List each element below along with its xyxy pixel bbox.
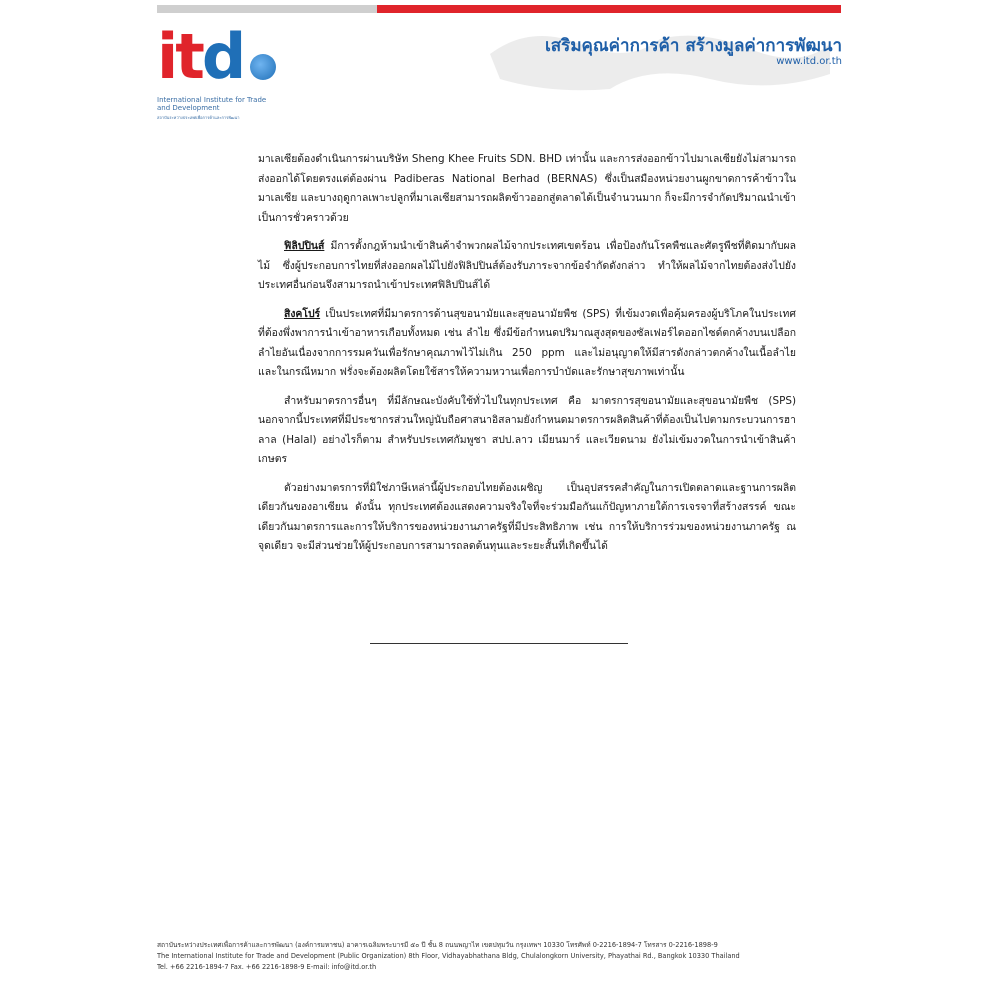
footer-address [157, 940, 841, 973]
header-url: www.itd.or.th [776, 56, 842, 67]
paragraph-malaysia: มาเลเซียต้องดำเนินการผ่านบริษัท Sheng Khee Fruits SDN. BHD เท่านั้น และการส่งออกข้าวไปมาเลเซียยังไม่สามารถส่งออกได้โดยตรงแต่ต้องผ่าน Padiberas National Berhad (BERNAS) ซึ่งเป็นสมืองหน่วยงานผูกขาดการค้าข้าวในมาเลเซีย และบางฤดูกาลเพาะปลูกที่มาเลเซียสามารถผลิตข้าวออกสู่ตลาดได้เป็นจำนวนมาก ก็จะมีการจำกัดปริมาณนำเข้าเป็นการชั่วคราวด้วย [258, 153, 796, 224]
country-heading-philippines: ฟิลิปปินส์ [284, 240, 325, 252]
paragraph-other-measures: สำหรับมาตรการอื่นๆ ที่มีลักษณะบังคับใช้ทั่วไปในทุกประเทศ คือ มาตรการสุขอนามัยและสุขอนามัยพืช (SPS) นอกจากนี้ประเทศที่มีประชากรส่วนใหญ่นับถือศาสนาอิสลามยังกำหนดมาตรการผลิตสินค้าที่ต้องเป็นไปตามกระบวนการฮาลาล (Halal) อย่างไรก็ตาม สำหรับประเทศกัมพูชา สปป.ลาว เมียนมาร์ และเวียดนาม ยังไม่เข้มงวดในการนำเข้าสินค้าเกษตร [258, 394, 796, 465]
header-bar-red [377, 5, 841, 13]
document-body [258, 150, 796, 566]
header-slogan: เสริมคุณค่าการค้า สร้างมูลค่าการพัฒนา [545, 36, 842, 56]
footer-line-english: The International Institute for Trade and Development (Public Organization) 8th Floor, Vidhayabhathana Bldg, Chulalongkorn University, Phayathai Rd., Bangkok 10330 Thailand [157, 952, 740, 960]
country-heading-singapore: สิงคโปร์ [284, 307, 321, 320]
paragraph-text: มีการตั้งกฎห้ามนำเข้าสินค้าจำพวกผลไม้จากประเทศเขตร้อน เพื่อป้องกันโรคพืชและศัตรูพืชที่ติดมากับผลไม้ ซึ่งผู้ประกอบการไทยที่ส่งออกผลไม้ไปยังฟิลิปปินส์ต้องรับภาระจากข้อจำกัดดังกล่าว ทำให้ผลไม้จากไทยต้องส่งไปยังประเทศอื่นก่อนจึงสามารถนำเข้าประเทศฟิลิปปินส์ได้ [258, 240, 796, 291]
paragraph-philippines [258, 237, 796, 296]
itd-logo-mark: itd [157, 20, 244, 93]
header-color-bar [157, 5, 841, 13]
footer-line-contact: Tel. +66 2216-1894-7 Fax. +66 2216-1898-9 E-mail: info@itd.or.th [157, 963, 377, 971]
end-divider [370, 643, 628, 644]
paragraph-singapore [258, 305, 796, 383]
itd-logo [157, 20, 282, 123]
header-bar-grey [157, 5, 377, 13]
footer-line-thai: สถาบันระหว่างประเทศเพื่อการค้าและการพัฒนา (องค์การมหาชน) อาคารเฉลิมพระบารมี ๕๐ ปี ชั้น 8 ถนนพญาไท เขตปทุมวัน กรุงเทพฯ 10330 โทรศัพท์ 0-2216-1894-7 โทรสาร 0-2216-1898-9 [157, 941, 718, 949]
logo-subtitle: International Institute for Trade and Development [157, 96, 267, 112]
paragraph-text: เป็นประเทศที่มีมาตรการด้านสุขอนามัยและสุขอนามัยพืช (SPS) ที่เข้มงวดเพื่อคุ้มครองผู้บริโภคในประเทศที่ต้องพึ่งพาการนำเข้าอาหารเกือบทั้งหมด เช่น ลำไย ซึ่งมีข้อกำหนดปริมาณสูงสุดของซัลเฟอร์ไดออกไซด์ตกค้างบนเปลือกลำไยอันเนื่องจากการรมควันเพื่อรักษาคุณภาพไว้ไม่เกิน 250 ppm และไม่อนุญาตให้มีสารดังกล่าวตกค้างในเนื้อลำไย และในกรณีหมาก ฟรั่งจะต้องผลิตโดยใช้สารให้ความหวานเพื่อการบำบัดและรักษาสุขภาพเท่านั้น [258, 307, 796, 378]
globe-icon [250, 54, 276, 80]
logo-tagline: สถาบันระหว่างประเทศเพื่อการค้าและการพัฒนา [157, 115, 240, 120]
paragraph-conclusion: ตัวอย่างมาตรการที่มิใช่ภาษีเหล่านี้ผู้ประกอบไทยต้องเผชิญ เป็นอุปสรรคสำคัญในการเปิดตลาดและฐานการผลิตเดียวกันของอาเซียน ดังนั้น ทุกประเทศต้องแสดงความจริงใจที่จะร่วมมือกันแก้ปัญหาภายใต้การเจรจาที่สร้างสรรค์ ขณะเดียวกันมาตรการและการให้บริการของหน่วยงานภาครัฐที่มีประสิทธิภาพ เช่น การให้บริการร่วมของหน่วยงานภาครัฐ ณ จุดเดียว จะมีส่วนช่วยให้ผู้ประกอบการสามารถลดต้นทุนและระยะสั้นที่เกิดขึ้นได้ [258, 481, 796, 552]
